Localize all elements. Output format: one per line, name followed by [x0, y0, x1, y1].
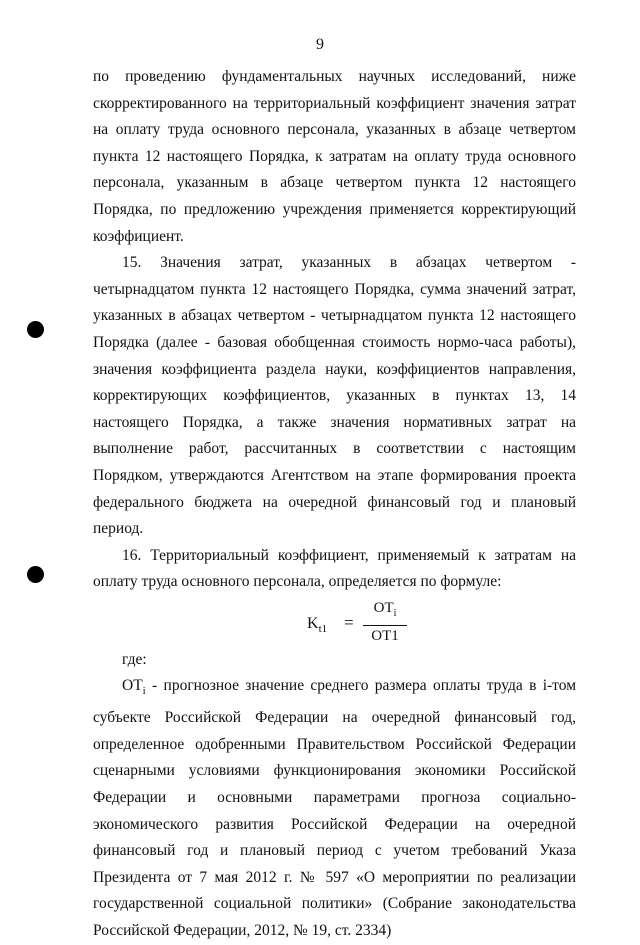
formula-numerator	[363, 598, 407, 626]
formula-fraction	[363, 598, 407, 646]
document-body	[93, 64, 576, 945]
ot-term-base: OT	[122, 677, 143, 695]
where-label: где:	[122, 650, 147, 668]
ot-definition-paragraph	[93, 673, 576, 944]
formula-lhs-base: K	[307, 614, 319, 632]
formula-numerator-base: OT	[373, 599, 394, 616]
paragraph-16: 16. Территориальный коэффициент, применяемый к затратам на оплату труда основного персонала, определяется по формуле:	[93, 546, 576, 591]
punch-hole-marker	[27, 566, 44, 583]
formula-numerator-subscript: i	[393, 607, 397, 619]
ot-term-subscript: i	[142, 685, 146, 698]
page-number: 9	[316, 36, 324, 53]
formula-denominator: OT1	[371, 627, 399, 644]
formula-lhs	[307, 611, 327, 643]
ot-term	[122, 677, 146, 698]
paragraph-continued: по проведению фундаментальных научных исследований, ниже скорректированного на территориальный коэффициент значения затрат на оплату труда основного персонала, указанных в абзаце четвертом пункта 12 настоящего Порядка, к затратам на оплату труда основного персонала, указанным в абзаце четвертом пункта 12 настоящего Порядка, по предложению учреждения применяется корректирующий коэффициент.	[93, 68, 576, 245]
ot-definition-text: - прогнозное значение среднего размера оплаты труда в i-том субъекте Российской Федерации на очередной финансовый год, определенное одобренными Правительством Российской Федерации сценарными условиями функционирования экономики Российской Федерации и основными параметрами прогноза социально-экономического развития Российской Федерации на очередной финансовый год и плановый период с учетом требований Указа Президента от 7 мая 2012 г. № 597 «О мероприятии по реализации государственной социальной политики» (Собрание законодательства Российской Федерации, 2012, № 19, ст. 2334)	[93, 677, 577, 939]
formula-lhs-subscript: t1	[318, 623, 328, 636]
paragraph-15: 15. Значения затрат, указанных в абзацах четвертом - четырнадцатом пункта 12 настоящего Порядка, сумма значений затрат, указанных в абзацах четвертом - четырнадцатом пункта 12 настоящего Порядка (далее - базовая обобщенная стоимость нормо-часа работы), значения коэффициента раздела науки, коэффициентов направления, корректирующих коэффициентов, указанных в пунктах 13, 14 настоящего Порядка, а также значения нормативных затрат на выполнение работ, рассчитанных в соответствии с настоящим Порядком, утверждаются Агентством на этапе формирования проекта федерального бюджета на очередной финансовый год и плановый период.	[93, 254, 576, 538]
punch-hole-marker	[27, 321, 44, 338]
formula-equals: =	[344, 612, 354, 632]
formula-territorial-coefficient	[93, 597, 576, 646]
